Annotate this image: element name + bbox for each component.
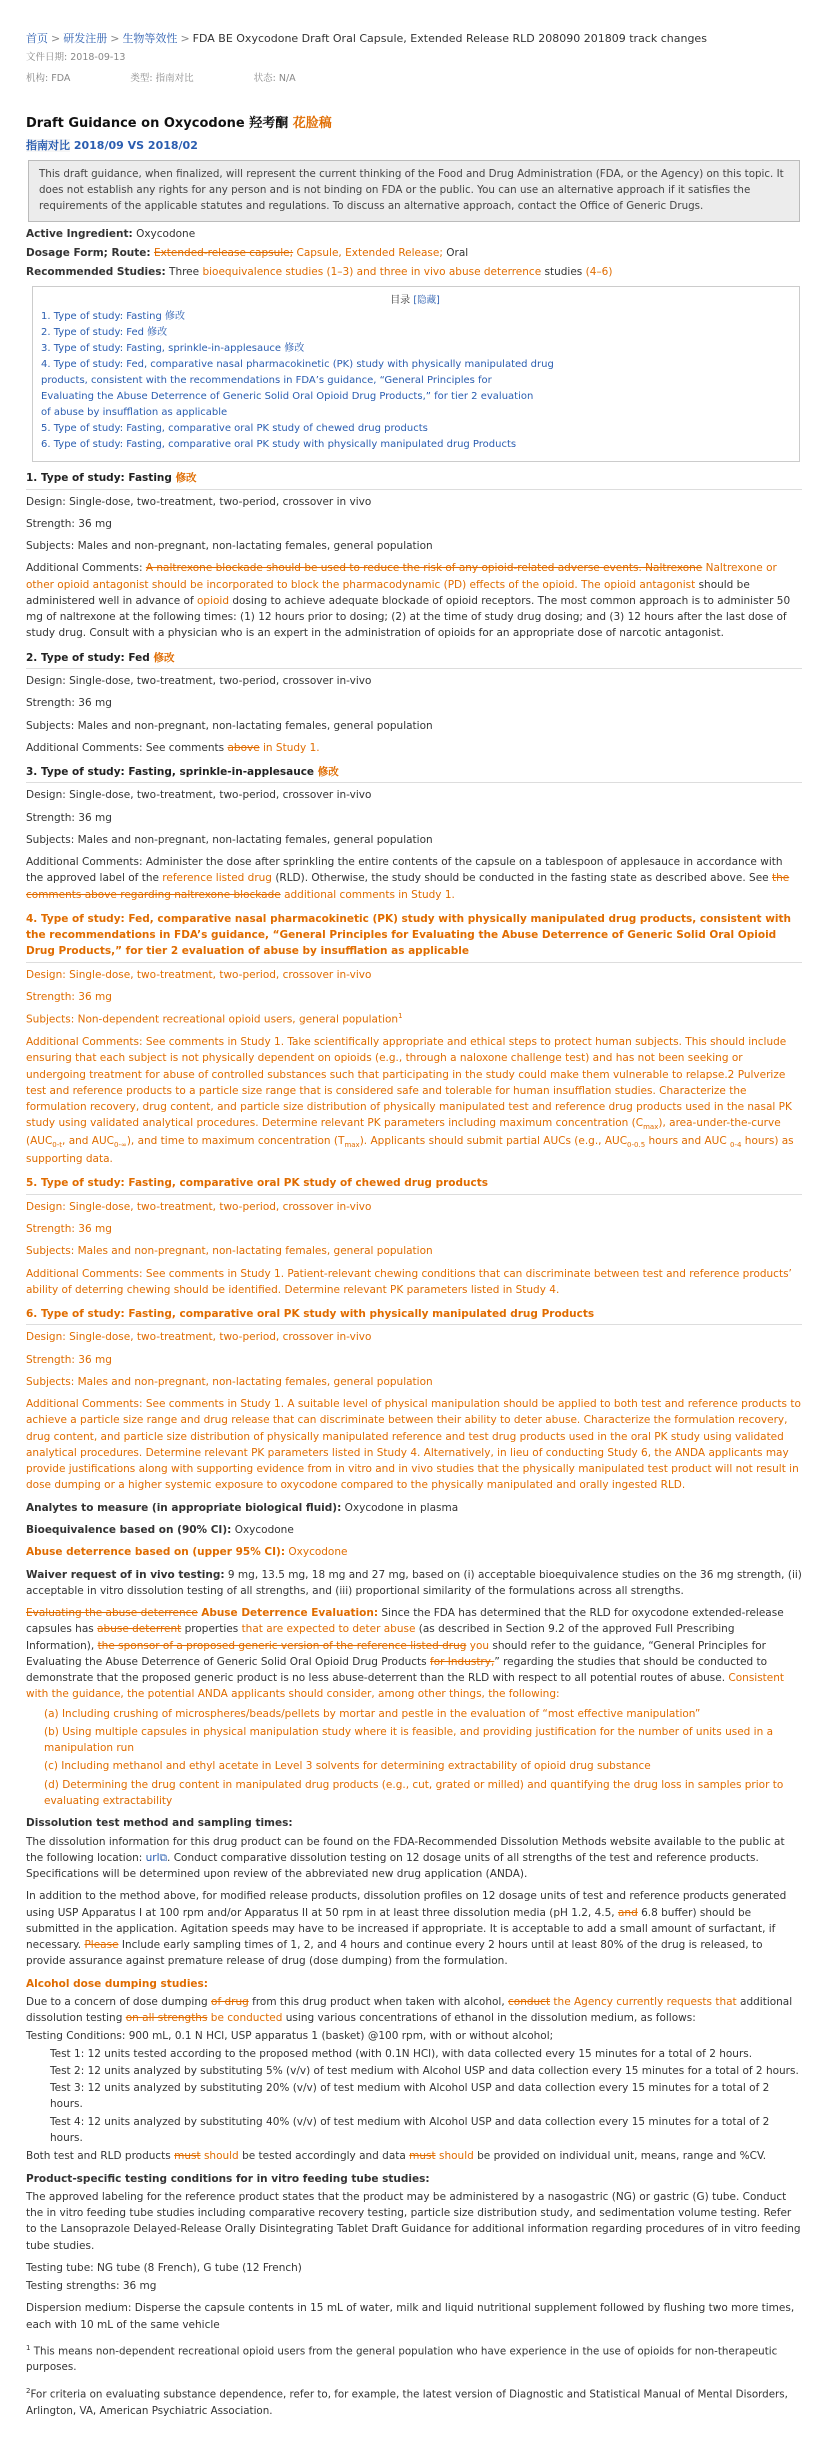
inserted-text: should: [203, 2150, 239, 2163]
toc-item[interactable]: 2. Type of study: Fed 修改: [41, 327, 168, 339]
body-text: be provided on individual unit, means, range and %CV.: [477, 2150, 767, 2163]
deleted-text: on all strengths: [125, 2012, 208, 2025]
comments-text: should be administered well in advance of: [26, 578, 750, 607]
comments-text: ). Applicants should submit partial AUCs (e.g., AUC: [359, 1135, 628, 1148]
title-text: Draft Guidance on Oxycodone 羟考酮: [26, 116, 289, 132]
deleted-text: A naltrexone blockade should be used to reduce the risk of any opioid-related adverse events. Naltrexone: [145, 562, 703, 575]
dissolution-heading: Dissolution test method and sampling times:: [26, 1817, 293, 1830]
disclaimer-box: This draft guidance, when finalized, will represent the current thinking of the Food and Drug Administration (FDA, or the Agency) on this topic. It does not establish any rights for any person and is not binding on FDA or the public. You can use an alternative approach if it satisfies the requirements of the applicable statutes and regulations. To discuss an alternative approach, contact the Office of Generic Drugs.: [28, 160, 800, 222]
breadcrumb-separator: >: [110, 32, 120, 45]
active-value: Oxycodone: [136, 227, 196, 240]
study-2-comments: [26, 740, 802, 756]
study-5-heading: 5. Type of study: Fasting, comparative oral PK study of chewed drug products: [26, 1175, 802, 1194]
subscript: 0-t: [52, 1141, 63, 1150]
deleted-text: above: [227, 741, 260, 754]
study-3-strength: Strength: 36 mg: [26, 811, 112, 824]
inserted-text: Naltrexone or other opioid antagonist should be incorporated to block the pharmacodynamic (PD) effects of the opioid. The opioid antagonist: [26, 562, 777, 591]
footnote-2: [26, 2386, 802, 2419]
ad-label: Abuse deterrence based on (upper 95% CI):: [26, 1546, 286, 1559]
recommended-label: Recommended Studies:: [26, 266, 166, 279]
subjects-text: Subjects: Non-dependent recreational opioid users, general population: [26, 1013, 399, 1026]
comments-label: Additional Comments:: [26, 562, 143, 575]
study-4-strength: Strength: 36 mg: [26, 990, 112, 1003]
inserted-text: opioid: [196, 594, 229, 607]
breadcrumb-home-link[interactable]: 首页: [26, 32, 48, 45]
body-text: In addition to the method above, for modified release products, dissolution profiles on 12 dosage units of test and reference products generated using USP Apparatus I at 100 rpm and/or Apparatus II at 50 rpm in at least three dissolution media (pH 1.2, 4.5,: [26, 1890, 787, 1919]
date-value: 2018-09-13: [70, 52, 126, 64]
org-field: [26, 72, 70, 87]
deleted-text: for Industry,: [430, 1655, 495, 1668]
body-text: Since the FDA has determined that the RLD for oxycodone extended-release capsules has: [26, 1607, 784, 1636]
study-4-subjects: [26, 1011, 802, 1028]
toc-item[interactable]: 4. Type of study: Fed, comparative nasal pharmacokinetic (PK) study with physically manipulated drug: [41, 359, 554, 371]
list-item: (c) Including methanol and ethyl acetate in Level 3 solvents for determining extractability of opioid drug substance: [44, 1760, 651, 1773]
toc-title: 目录: [390, 295, 411, 307]
alcohol-test-3: Test 3: 12 units analyzed by substituting 20% (v/v) of test medium with Alcohol USP and data collection every 15 minutes for a total of 2 hours.: [50, 2082, 770, 2111]
toc-item[interactable]: 5. Type of study: Fasting, comparative oral PK study of chewed drug products: [41, 423, 428, 435]
modified-tag: 修改: [175, 472, 197, 485]
inserted-text: that are expected to deter abuse: [241, 1623, 416, 1636]
body-text: (as described in Section 9.2 of the approved Full Prescribing Information),: [26, 1623, 735, 1652]
comments-text: hours) as supporting data.: [26, 1135, 794, 1166]
comments-text: ), and time to maximum concentration (T: [126, 1135, 345, 1148]
type-field: [130, 72, 193, 87]
body-text: should refer to the guidance, “General Principles for Evaluating the Abuse Deterrence of Generic Solid Oral Opioid Drug Products: [26, 1639, 767, 1668]
list-item: (a) Including crushing of microspheres/beads/pellets by mortar and pestle in the evaluation of “most effective manipulation”: [44, 1707, 701, 1720]
study-5-design: Design: Single-dose, two-treatment, two-period, crossover in-vivo: [26, 1200, 372, 1213]
inserted-text: should: [439, 2150, 474, 2163]
alcohol-paragraph: [26, 1994, 802, 2027]
footnote-number: 2: [26, 2387, 31, 2396]
title-tag: 花脸稿: [292, 116, 332, 132]
body-text: Include early sampling times of 1, 2, and 4 hours and continue every 2 hours until at least 80% of the drug is released, to provide assurance against premature release of drug (dose dumping) from the formulation.: [26, 1939, 763, 1968]
deleted-text: of drug: [211, 1995, 249, 2008]
subscript: max: [344, 1141, 360, 1150]
compare-label: 指南对比: [26, 138, 70, 152]
study-1-subjects: Subjects: Males and non-pregnant, non-lactating females, general population: [26, 540, 433, 553]
alcohol-test-2: Test 2: 12 units analyzed by substituting 5% (v/v) of test medium with Alcohol USP and data collection every 15 minutes for a total of 2 hours.: [50, 2064, 799, 2077]
recommended-mid: studies: [544, 266, 583, 279]
inserted-text: Consistent with the guidance, the potential ANDA applicants should consider, among other things, the following:: [26, 1672, 785, 1701]
abuse-deterrence-line: [26, 1544, 802, 1560]
analytes-label: Analytes to measure (in appropriate biological fluid):: [26, 1501, 342, 1514]
toc-item[interactable]: of abuse by insufflation as applicable: [41, 407, 228, 419]
compare-version-new[interactable]: 2018/09: [73, 138, 124, 152]
alcohol-data-requirement: [26, 2148, 802, 2164]
toc-item[interactable]: 6. Type of study: Fasting, comparative oral PK study with physically manipulated drug Products: [41, 439, 517, 451]
toc-title-row: [41, 293, 789, 309]
body-text: ” regarding the studies that should be conducted to demonstrate that the proposed generic product is no less abuse-deterrent than the RLD with respect to all potential routes of abuse.: [26, 1655, 768, 1685]
ad-value: Oxycodone: [288, 1546, 348, 1559]
study-1-title: 1. Type of study: Fasting: [26, 472, 172, 485]
deleted-text: the comments above regarding naltrexone blockade: [26, 872, 790, 901]
comments-text: hours and AUC: [648, 1135, 727, 1148]
study-6-design: Design: Single-dose, two-treatment, two-period, crossover in-vivo: [26, 1331, 372, 1344]
dosage-deleted: Extended-release capsule;: [153, 246, 294, 259]
study-4-comments: [26, 1034, 802, 1167]
body-text: . Conduct comparative dissolution testing on 12 dosage units of all strengths of the test and reference products. Specifications will be determined upon review of the abbreviated new drug application (ANDA).: [26, 1851, 759, 1881]
comments-text: Additional Comments: See comments in Study 1. Take scientifically appropriate and ethical steps to protect human subjects. This should include ensuring that each subject is not physically dependent on opioids (e.g., through a naloxone challenge test) and has not been seeking or undergoing treatment for abuse of controlled substances such that participating in the study could make them vulnerable to relapse.2 Pulverize test and reference products to a particle size range that is considered safe and tolerable for human insufflation studies. Characterize the formulation recovery, drug content, and particle size distribution of physically manipulated test and reference drug products used in the nasal PK study using validated analytical procedures. Determine relevant PK parameters including maximum concentration (C: [26, 1036, 792, 1130]
feeding-tube-heading: Product-specific testing conditions for in vitro feeding tube studies:: [26, 2172, 430, 2185]
body-text: Both test and RLD products: [26, 2150, 171, 2163]
breadcrumb-rd-link[interactable]: 研发注册: [63, 32, 108, 45]
status-value: N/A: [278, 72, 296, 84]
study-2-heading: [26, 650, 802, 669]
deleted-text: abuse deterrent: [97, 1623, 182, 1636]
file-date: [26, 51, 802, 66]
bioequivalence-line: [26, 1522, 802, 1538]
deleted-text: and: [617, 1906, 638, 1919]
subscript: max: [643, 1123, 659, 1132]
breadcrumb-current: FDA BE Oxycodone Draft Oral Capsule, Extended Release RLD 208090 201809 track changes: [192, 32, 707, 45]
be-value: Oxycodone: [234, 1523, 294, 1536]
dispersion-medium: Dispersion medium: Disperse the capsule contents in 15 mL of water, milk and liquid nutritional supplement followed by flushing two more times, each with 10 mL of the same vehicle: [26, 2302, 795, 2331]
body-text: properties: [184, 1623, 239, 1636]
study-4-design: Design: Single-dose, two-treatment, two-period, crossover in-vivo: [26, 968, 372, 981]
alcohol-heading: Alcohol dose dumping studies:: [26, 1977, 208, 1990]
footnote-ref[interactable]: 1: [398, 1012, 403, 1021]
breadcrumb: [26, 30, 802, 47]
inserted-text: the Agency currently requests that: [553, 1995, 737, 2008]
alcohol-test-4: Test 4: 12 units analyzed by substituting 40% (v/v) of test medium with Alcohol USP and data collection every 15 minutes for a total of 2 hours.: [50, 2115, 770, 2145]
toc-item[interactable]: Evaluating the Abuse Deterrence of Generic Solid Oral Opioid Drug Products,” for tier 2 evaluation: [41, 391, 534, 403]
study-3-section: [26, 764, 802, 903]
dosage-value: Oral: [446, 246, 469, 259]
study-3-heading: [26, 764, 802, 783]
recommended-inserted-range: (4–6): [585, 266, 613, 279]
study-6-strength: Strength: 36 mg: [26, 1353, 112, 1366]
dissolution-paragraph-2: [26, 1888, 802, 1969]
dosage-form: [26, 245, 802, 261]
waiver-line: [26, 1567, 802, 1600]
study-5-comments: Additional Comments: See comments in Study 1. Patient-relevant chewing conditions that can discriminate between test and reference products’ ability of deterring chewing should be identified. Determine relevant PK parameters listed in Study 4.: [26, 1267, 792, 1296]
feeding-tube-paragraph: The approved labeling for the reference product states that the product may be administered by a nasogastric (NG) or gastric (G) tube. Conduct the in vitro feeding tube studies including comparative recovery testing, particle size distribution study, and sedimentation volume testing. Refer to the Lansoprazole Delayed-Release Orally Disintegrating Tablet Draft Guidance for additional information regarding procedures of in vitro feeding tube studies.: [26, 2190, 801, 2252]
study-1-comments: [26, 560, 802, 641]
footnote-text: For criteria on evaluating substance dependence, refer to, for example, the latest version of Diagnostic and Statistical Manual of Mental Disorders, Arlington, VA, American Psychiatric Association.: [26, 2388, 788, 2417]
comments-label: Additional Comments: See comments: [26, 741, 225, 754]
deleted-text: must: [409, 2150, 436, 2163]
testing-tube: Testing tube: NG tube (8 French), G tube (12 French): [26, 2261, 302, 2274]
body-text: using various concentrations of ethanol in the dissolution medium, as follows:: [285, 2012, 696, 2025]
org-label: 机构:: [26, 72, 49, 84]
study-2-design: Design: Single-dose, two-treatment, two-period, crossover in-vivo: [26, 674, 372, 687]
comments-text: Additional Comments: Administer the dose after sprinkling the entire contents of the capsule on a tablespoon of applesauce in accordance with the approved label of the: [26, 856, 783, 885]
status-label: 状态:: [253, 72, 276, 84]
study-6-comments: Additional Comments: See comments in Study 1. A suitable level of physical manipulation should be applied to both test and reference products to achieve a particle size range and drug release that can discriminate between their ability to deter abuse. Characterize the formulation recovery, drug content, and particle size distribution of physically manipulated reference and test drug products used in the oral PK study using validated analytical procedures. Determine relevant PK parameters listed in Study 4. Alternatively, in lieu of conducting Study 6, the ANDA applicants may provide justifications along with supporting evidence from in vitro and in vivo studies that the physically manipulated test product will not result in dose dumping or a higher systemic exposure to oxycodone compared to the physically manipulated and orally ingested RLD.: [26, 1398, 801, 1492]
be-label: Bioequivalence based on (90% CI):: [26, 1523, 232, 1536]
study-3-comments: [26, 854, 802, 903]
comments-text: ), area-under-the-curve (AUC: [26, 1117, 781, 1148]
body-text: Due to a concern of dose dumping: [26, 1995, 208, 2008]
modified-tag: 修改: [153, 651, 175, 664]
study-6-subjects: Subjects: Males and non-pregnant, non-lactating females, general population: [26, 1375, 433, 1388]
deleted-text: must: [174, 2150, 201, 2163]
study-1-section: [26, 470, 802, 641]
inserted-text: in Study 1.: [263, 741, 320, 754]
breadcrumb-separator: >: [180, 32, 190, 45]
version-compare: [26, 137, 802, 154]
subscript: 0-0.5: [627, 1141, 646, 1150]
active-ingredient: [26, 226, 802, 242]
deleted-text: Please: [84, 1939, 119, 1952]
compare-vs: VS: [127, 138, 145, 152]
alcohol-test-1: Test 1: 12 units tested according to the proposed method (with 0.1N HCl), with data collected every 15 minutes for a total of 2 hours.: [50, 2047, 753, 2060]
study-1-design: Design: Single-dose, two-treatment, two-period, crossover in vivo: [26, 495, 372, 508]
body-text: from this drug product when taken with alcohol,: [252, 1995, 505, 2008]
subscript: 0-4: [730, 1141, 742, 1150]
page-title: [26, 114, 802, 134]
type-value: 指南对比: [155, 72, 194, 84]
analytes-value: Oxycodone in plasma: [344, 1501, 459, 1514]
toc-item[interactable]: 3. Type of study: Fasting, sprinkle-in-applesauce 修改: [41, 343, 305, 355]
recommended-studies: [26, 264, 802, 280]
testing-conditions: Testing Conditions: 900 mL, 0.1 N HCl, USP apparatus 1 (basket) @100 rpm, with or without alcohol;: [26, 2030, 554, 2043]
status-field: [254, 72, 296, 87]
study-4-section: [26, 911, 802, 1168]
abuse-deterrence-evaluation: [26, 1605, 802, 1703]
study-2-section: [26, 650, 802, 756]
external-link-icon: ⧉: [159, 1851, 168, 1864]
study-5-subjects: Subjects: Males and non-pregnant, non-lactating females, general population: [26, 1245, 433, 1258]
body-text: additional dissolution testing: [26, 1995, 793, 2025]
type-label: 类型:: [130, 72, 153, 84]
study-5-section: [26, 1175, 802, 1298]
toc-item[interactable]: 1. Type of study: Fasting 修改: [41, 311, 185, 323]
waiver-label: Waiver request of in vivo testing:: [26, 1568, 225, 1581]
study-3-title: 3. Type of study: Fasting, sprinkle-in-applesauce: [26, 766, 315, 779]
inserted-text: be conducted: [210, 2012, 283, 2025]
waiver-value: 9 mg, 13.5 mg, 18 mg and 27 mg, based on (i) acceptable bioequivalence studies on the 36 mg strength, (ii) acceptable in vitro dissolution testing of all strengths, and (iii) proportional similarity of the formulations across all strengths.: [26, 1568, 802, 1597]
body-text: 6.8 buffer) should be submitted in the application. Agitation speeds may have to be increased if appropriate. It is acceptable to add a small amount of surfactant, if necessary.: [26, 1906, 776, 1952]
study-2-title: 2. Type of study: Fed: [26, 651, 150, 664]
date-label: 文件日期:: [26, 52, 68, 64]
study-3-subjects: Subjects: Males and non-pregnant, non-lactating females, general population: [26, 833, 433, 846]
dosage-inserted: Capsule, Extended Release;: [296, 246, 443, 259]
study-5-strength: Strength: 36 mg: [26, 1223, 112, 1235]
table-of-contents: [32, 286, 800, 462]
org-value: FDA: [51, 72, 71, 84]
study-6-heading: 6. Type of study: Fasting, comparative oral PK study with physically manipulated drug Products: [26, 1306, 802, 1325]
breadcrumb-separator: >: [51, 32, 61, 45]
modified-tag: 修改: [317, 766, 339, 779]
toc-hide-link[interactable]: [隐藏]: [413, 295, 440, 307]
comments-text: (RLD). Otherwise, the study should be conducted in the fasting state as described above. See: [275, 872, 769, 885]
subscript: 0-∞: [114, 1141, 127, 1150]
recommended-pre: Three: [169, 266, 200, 279]
study-1-heading: [26, 470, 802, 489]
dosage-label: Dosage Form; Route:: [26, 246, 151, 259]
list-item: (d) Determining the drug content in manipulated drug products (e.g., cut, grated or milled) and quantifying the drug loss in samples prior to evaluating extractability: [44, 1778, 784, 1807]
inserted-text: additional comments in Study 1.: [284, 888, 455, 901]
dissolution-url-link[interactable]: url: [145, 1851, 160, 1864]
study-2-subjects: Subjects: Males and non-pregnant, non-lactating females, general population: [26, 719, 433, 732]
analytes-line: [26, 1500, 802, 1516]
body-text: The dissolution information for this drug product can be found on the FDA-Recommended Dissolution Methods website available to the public at the following location:: [26, 1835, 785, 1864]
testing-strengths: Testing strengths: 36 mg: [26, 2280, 157, 2293]
footnote-1: [26, 2343, 802, 2376]
meta-row: [26, 72, 802, 87]
recommended-inserted: bioequivalence studies (1–3) and three in vivo abuse deterrence: [202, 266, 542, 279]
footnote-number: 1: [26, 2343, 31, 2352]
list-item: (b) Using multiple capsules in physical manipulation study where it is feasible, and providing justification for the number of units used in a manipulation run: [44, 1725, 774, 1755]
deleted-text: Evaluating the abuse deterrence: [26, 1607, 198, 1620]
dissolution-paragraph-1: [26, 1834, 802, 1883]
deleted-text: the sponsor of a proposed generic version of the reference listed drug: [97, 1639, 467, 1652]
study-4-heading: 4. Type of study: Fed, comparative nasal pharmacokinetic (PK) study with physically manipulated drug products, consistent with the recommendations in FDA’s guidance, “General Principles for Evaluating the Abuse Deterrence of Generic Solid Oral Opioid Drug Products,” for tier 2 evaluation of abuse by insufflation as applicable: [26, 911, 802, 963]
inserted-text: reference listed drug: [162, 872, 272, 885]
body-text: be tested accordingly and data: [242, 2150, 406, 2163]
active-label: Active Ingredient:: [26, 227, 133, 240]
study-2-strength: Strength: 36 mg: [26, 697, 112, 710]
compare-version-old[interactable]: 2018/02: [147, 138, 198, 152]
comments-text: , and AUC: [62, 1135, 114, 1148]
footnote-text: This means non-dependent recreational opioid users from the general population who have experience in the use of opioids for non-therapeutic purposes.: [26, 2345, 778, 2374]
breadcrumb-be-link[interactable]: 生物等效性: [122, 32, 178, 45]
study-3-design: Design: Single-dose, two-treatment, two-period, crossover in-vivo: [26, 789, 372, 802]
comments-text: dosing to achieve adequate blockade of opioid receptors. The most common approach is to administer 50 mg of naltrexone at the following times: (1) 12 hours prior to dosing; (2) at the time of study drug dosing; and (3) 12 hours after the last dose of study drug. Consult with a physician who is an expert in the administration of opioids for an appropriate dose of narcotic antagonist.: [26, 594, 791, 640]
deleted-text: conduct: [508, 1995, 551, 2008]
ade-bullet-list: [26, 1706, 802, 1810]
inserted-text: you: [469, 1639, 490, 1652]
inserted-heading: Abuse Deterrence Evaluation:: [201, 1607, 379, 1620]
study-6-section: [26, 1306, 802, 1494]
study-1-strength: Strength: 36 mg: [26, 517, 112, 530]
toc-item[interactable]: products, consistent with the recommendations in FDA’s guidance, “General Principles for: [41, 375, 492, 387]
